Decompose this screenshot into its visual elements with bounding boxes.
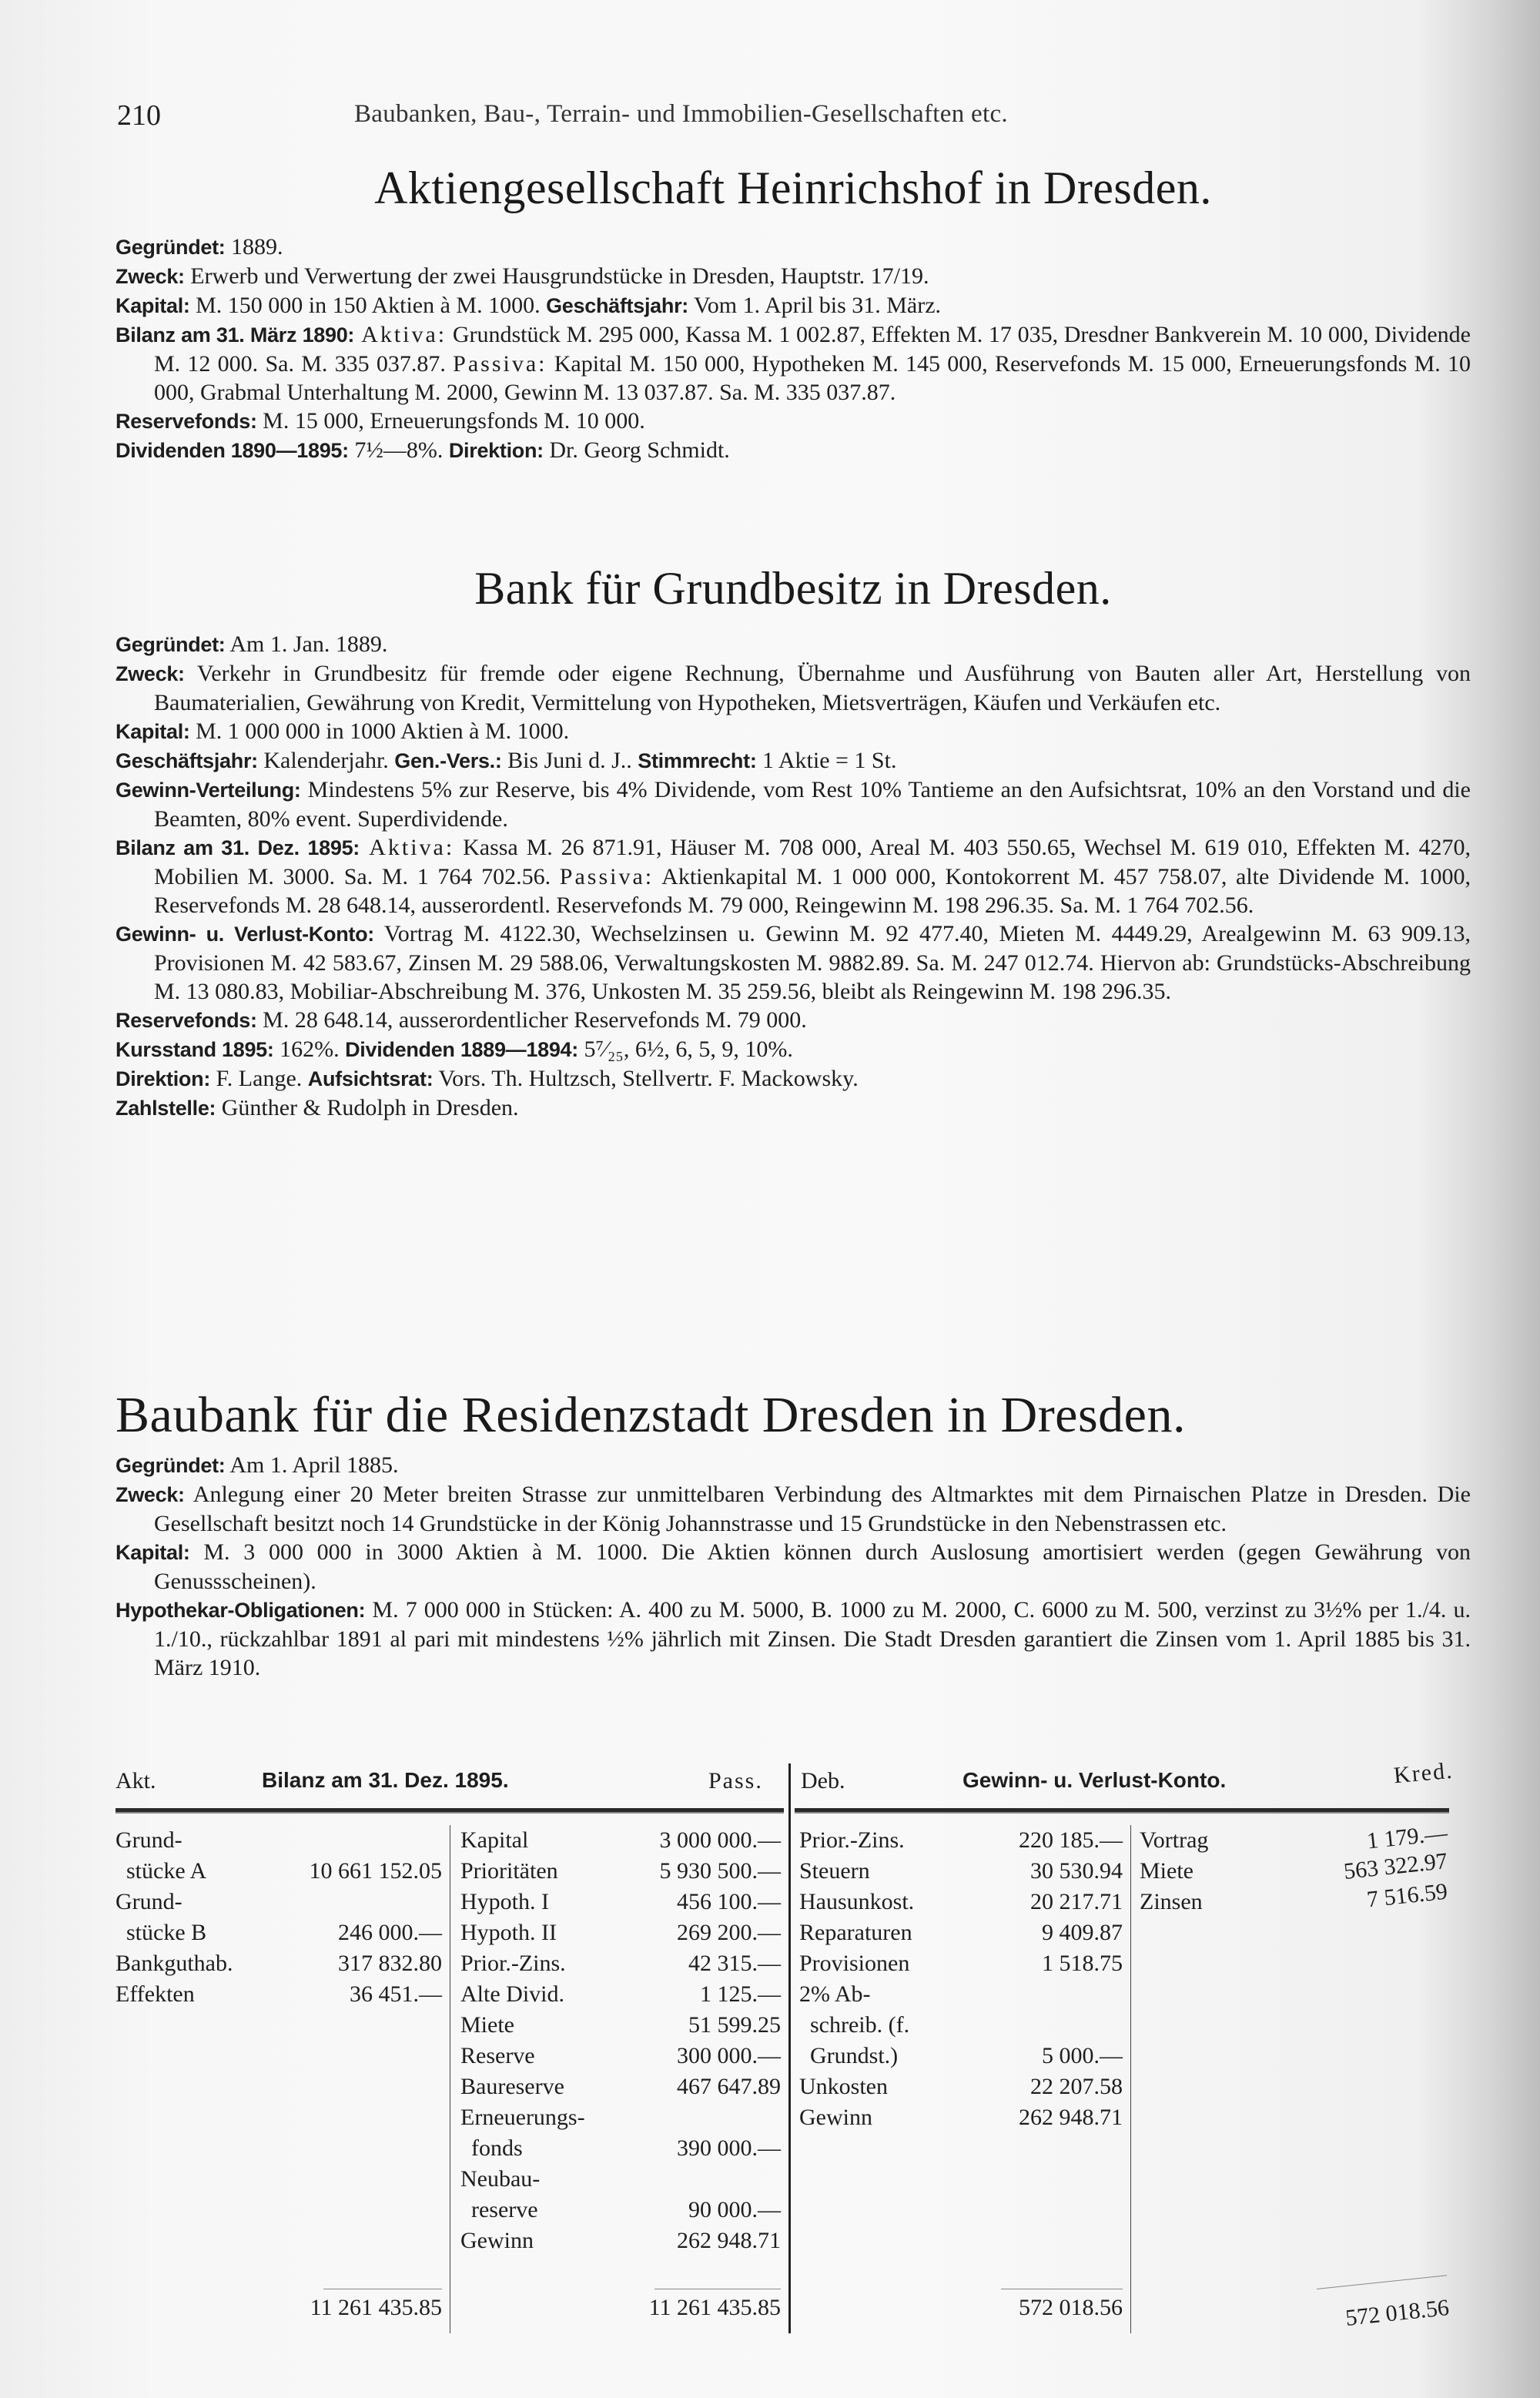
entry-text: M. 15 000, Erneuerungsfonds M. 10 000. [256,408,645,434]
row-label: Steuern [799,1858,870,1884]
row-label: Hausunkost. [799,1889,915,1914]
entry-zweck [116,659,1471,717]
section-title-heinrichshof: Aktiengesellschaft Heinrichshof in Dresden. [374,162,1212,213]
passiva-row [460,2071,781,2102]
entry-direktion [116,1064,1471,1094]
entry-key: Geschäftsjahr: [116,749,258,772]
section-title-bank-fuer-grundbesitz: Bank für Grundbesitz in Dresden. [474,563,1112,614]
entry-text: Erwerb und Verwertung der zwei Hausgrundstücke in Dresden, Hauptstr. 17/19. [184,263,929,289]
entry-text: Bis Juni d. J.. [501,748,638,773]
row-label: Provisionen [799,1951,910,1976]
table-rule-right [795,1808,1449,1814]
entry-text: Vors. Th. Hultzsch, Stellvertr. F. Mackowsky. [433,1066,859,1091]
aktiva-header: Akt. [116,1768,156,1793]
aktiva-row [116,1856,442,1887]
entry-key: Reservefonds: [116,410,257,433]
entry-key: Bilanz am 31. März 1890: [116,323,355,347]
entry-text: 1 Aktie = 1 St. [756,748,897,773]
row-value: 467 647.89 [677,2074,781,2099]
debit-row [799,2071,1123,2102]
entry-gegruendet [116,233,1471,262]
row-label: stücke B [126,1920,207,1945]
row-value: 5 000.— [1042,2043,1123,2068]
entry-key: Zahlstelle: [116,1097,216,1120]
passiva-row [460,1979,781,2010]
aktiva-label: Aktiva: [354,322,447,347]
row-value: 262 948.71 [677,2228,781,2253]
entry-key: Gegründet: [116,236,226,259]
row-value: 30 530.94 [1030,1858,1123,1884]
debit-header: Deb. [801,1768,845,1793]
aktiva-row [116,1887,442,1917]
entry-text: Kassa M. 26 871.91, Häuser M. 708 000, Areal M. 403 550.65, Wechsel M. 619 010, Effekten M. 4270, Mobilien M. 3000. Sa. M. 1 764 702.56. [154,835,1471,889]
entry-key: Kapital: [116,294,190,317]
credit-column [1140,1820,1449,1917]
entry-key: Dividenden 1890—1895: [116,439,349,462]
entry-key: Gegründet: [116,1454,226,1477]
row-label: Neubau- [460,2166,541,2192]
row-label: Hypoth. II [460,1920,557,1945]
tables-header [116,1757,1471,1802]
row-value: 1 125.— [700,1981,781,2007]
passiva-row [460,2041,781,2071]
row-value: 90 000.— [688,2197,781,2222]
pl-table-title: Gewinn- u. Verlust-Konto. [962,1768,1227,1792]
entry-key: Gegründet: [116,633,226,656]
row-label: Baureserve [460,2074,564,2099]
row-value: 563 322.97 [1342,1848,1449,1884]
debit-row [799,1825,1123,1856]
credit-total [1141,2295,1451,2331]
passiva-row [460,1917,781,1948]
row-value: 246 000.— [338,1920,442,1945]
entry-text: Kalenderjahr. [257,748,395,773]
entry-key: Direktion: [448,439,544,462]
row-label: Zinsen [1140,1889,1203,1914]
entry-kapital [116,717,1471,746]
aktiva-total-value: 11 261 435.85 [310,2295,442,2320]
financial-tables [116,1757,1471,2349]
entry-text: M. 1 000 000 in 1000 Aktien à M. 1000. [189,718,570,744]
entry-gewinn-verteilung [116,775,1471,833]
credit-row [1140,1878,1449,1917]
passiva-row [460,2010,781,2041]
passiva-row [460,1948,781,1979]
row-label: Grund- [116,1827,182,1853]
row-value: 20 217.71 [1030,1889,1123,1914]
aktiva-row [116,1948,442,1979]
entry-text: F. Lange. [210,1066,308,1091]
entry-zweck [116,262,1471,291]
entry-key: Stimmrecht: [638,749,757,772]
entry-zahlstelle [116,1094,1471,1123]
entry-text: 7½—8%. [348,437,449,463]
aktiva-row [116,1979,442,2010]
entry-text: Am 1. Jan. 1889. [225,631,388,657]
row-value: 22 207.58 [1030,2074,1123,2099]
entry-text: Mindestens 5% zur Reserve, bis 4% Dividende, vom Rest 10% Tantieme an den Aufsichtsrat, 10% an den Vorstand und die Beamten, 80% event. Superdividende. [154,777,1471,832]
table-rule-left [116,1808,784,1814]
row-label: reserve [471,2197,538,2222]
entry-key: Zweck: [116,265,185,288]
entry-key: Kapital: [116,720,190,743]
debit-row [799,1979,1123,2010]
row-label: Reparaturen [799,1920,912,1945]
entry-text: Am 1. April 1885. [225,1452,399,1478]
passiva-row [460,1887,781,1917]
row-label: Gewinn [460,2228,534,2253]
row-label: Effekten [116,1981,195,2007]
row-value: 5 930 500.— [659,1858,781,1884]
section-body-baubank-residenzstadt [116,1451,1471,1682]
entry-key: Zweck: [116,1483,185,1506]
row-label: Grund- [116,1889,182,1914]
entry-key: Hypothekar-Obligationen: [116,1599,366,1622]
debit-row [799,1856,1123,1887]
entry-text: Vom 1. April bis 31. März. [688,293,942,318]
row-label: Prior.-Zins. [799,1827,905,1853]
aktiva-row [116,1917,442,1948]
row-label: Gewinn [799,2105,872,2130]
row-label: Hypoth. I [460,1889,549,1914]
aktiva-label: Aktiva: [359,835,455,860]
entry-text: Grundstück M. 295 000, Kassa M. 1 002.87, Effekten M. 17 035, Dresdner Bankverein M. 10 000, Dividende M. 12 000. Sa. M. 335 037.87. [154,322,1471,377]
entry-text: Aktienkapital M. 1 000 000, Kontokorrent M. 457 758.07, alte Dividende M. 1000, Reservefonds M. 28 648.14, ausserordentl. Reservefonds M. 79 000, Reingewinn M. 198 296.35. Sa. M. 1 764 702.56. [154,864,1471,918]
entry-key: Dividenden 1889—1894: [345,1038,578,1061]
row-label: 2% Ab- [799,1981,871,2007]
entry-text: M. 28 648.14, ausserordentlicher Reservefonds M. 79 000. [256,1007,807,1033]
section-title-baubank-residenzstadt: Baubank für die Residenzstadt Dresden in Dresden. [116,1387,1186,1443]
row-label: Prior.-Zins. [460,1951,566,1976]
debit-row [799,2010,1123,2041]
row-value: 1 518.75 [1042,1951,1123,1976]
row-label: Reserve [460,2043,535,2068]
row-label: Miete [460,2012,514,2038]
entry-text: Dr. Georg Schmidt. [543,437,730,463]
row-value: 7 516.59 [1365,1878,1449,1913]
row-label: Miete [1140,1858,1194,1884]
debit-total-value: 572 018.56 [1019,2295,1123,2320]
entry-text: 1889. [225,234,283,260]
row-value: 51 599.25 [688,2012,781,2038]
entry-text: M. 150 000 in 150 Aktien à M. 1000. [189,293,547,318]
debit-row [799,1887,1123,1917]
passiva-label: Passiva: [559,864,654,889]
entry-key: Gewinn- u. Verlust-Konto: [116,923,374,946]
entry-text: 162%. [273,1037,346,1062]
passiva-column [460,1825,781,2256]
entry-gewinn-verlust [116,919,1471,1006]
entry-key: Bilanz am 31. Dez. 1895: [116,836,360,859]
passiva-row [460,1825,781,1856]
passiva-label: Passiva: [453,351,547,377]
row-value: 269 200.— [677,1920,781,1945]
passiva-row [460,2164,781,2195]
entry-kapital [116,1538,1471,1596]
debit-column [799,1825,1123,2133]
row-label: Erneuerungs- [460,2105,585,2130]
row-value: 10 661 152.05 [309,1858,442,1884]
row-value: 220 185.— [1019,1827,1123,1853]
debit-row [799,1917,1123,1948]
row-value: 300 000.— [677,2043,781,2068]
entry-key: Direktion: [116,1067,211,1090]
row-value: 36 451.— [350,1981,442,2007]
row-value: 3 000 000.— [659,1827,781,1853]
page-number: 210 [117,99,161,132]
section-body-bank-fuer-grundbesitz [116,630,1471,1123]
entry-kursstand [116,1035,1471,1064]
entry-zweck [116,1480,1471,1538]
section-body-heinrichshof [116,233,1471,465]
row-label: Kapital [460,1827,529,1853]
balance-table-title: Bilanz am 31. Dez. 1895. [262,1768,509,1792]
entry-geschaeftsjahr [116,746,1471,775]
entry-kapital [116,291,1471,320]
entry-gegruendet [116,1451,1471,1480]
entry-text: 5⁷⁄₂₅, 6½, 6, 5, 9, 10%. [578,1037,793,1062]
row-value: 262 948.71 [1019,2105,1123,2130]
row-value: 42 315.— [688,1951,781,1976]
entry-bilanz [116,320,1471,407]
row-value: 1 179.— [1365,1820,1449,1854]
entry-text: Günther & Rudolph in Dresden. [216,1095,519,1120]
debit-row [799,2102,1123,2133]
passiva-total-value: 11 261 435.85 [648,2295,781,2320]
row-label: Prioritäten [460,1858,558,1884]
row-label: Unkosten [799,2074,888,2099]
running-header [116,99,1471,137]
entry-key: Geschäftsjahr: [546,294,688,317]
entry-reservefonds [116,407,1471,436]
row-value: 456 100.— [677,1889,781,1914]
aktiva-row [116,1825,442,1856]
entry-bilanz [116,833,1471,919]
entry-reservefonds [116,1006,1471,1035]
entry-key: Zweck: [116,662,185,685]
entry-key: Gen.-Vers.: [394,749,502,772]
entry-text: Anlegung einer 20 Meter breiten Strasse zur unmittelbaren Verbindung des Altmarktes mit dem Pirnaischen Platze in Dresden. Die Gesellschaft besitzt noch 14 Grundstücke in der König Johannstrasse und 15 Grundstücke in den Nebenstrassen etc. [154,1482,1471,1536]
entry-text: M. 3 000 000 in 3000 Aktien à M. 1000. Die Aktien können durch Auslosung amortisiert werden (gegen Gewährung von Genussscheinen). [154,1539,1471,1594]
credit-total-value: 572 018.56 [1344,2295,1451,2331]
passiva-row [460,2226,781,2256]
credit-sum-rule [1317,2275,1447,2289]
passiva-row [460,2195,781,2226]
entry-key: Kursstand 1895: [116,1038,274,1061]
passiva-row [460,2102,781,2133]
row-label: fonds [471,2135,523,2161]
table-divider [788,1763,791,2333]
entry-key: Kapital: [116,1541,190,1564]
passiva-row [460,2133,781,2164]
row-label: Vortrag [1140,1827,1209,1853]
passiva-header: Pass. [708,1768,763,1793]
passiva-row [460,1856,781,1887]
entry-dividenden [116,436,1471,465]
entry-text: Vortrag M. 4122.30, Wechselzinsen u. Gewinn M. 92 477.40, Mieten M. 4449.29, Arealgewinn M. 63 909.13, Provisionen M. 42 583.67, Zinsen M. 29 588.06, Verwaltungskosten M. 9882.89. Sa. M. 247 012.74. Hiervon ab: Grundstücks-Abschreibung M. 13 080.83, Mobiliar-Abschreibung M. 376, Unkosten M. 35 259.56, bleibt als Reingewinn M. 198 296.35. [154,921,1471,1004]
row-value: 9 409.87 [1042,1920,1123,1945]
entry-key: Reservefonds: [116,1009,257,1032]
debit-row [799,1948,1123,1979]
row-label: stücke A [126,1858,207,1884]
entry-hypothekar-obligationen [116,1596,1471,1682]
entry-key: Gewinn-Verteilung: [116,779,301,802]
entry-text: Verkehr in Grundbesitz für fremde oder eigene Rechnung, Übernahme und Ausführung von Bauten aller Art, Herstellung von Baumaterialien, Gewährung von Kredit, Vermittelung von Hypotheken, Mietsverträgen, Käufen und Verkäufen etc. [154,661,1471,715]
entry-text: M. 7 000 000 in Stücken: A. 400 zu M. 5000, B. 1000 zu M. 2000, C. 6000 zu M. 500, verzinst zu 3½% per 1./4. u. 1./10., rückzahlbar 1891 al pari mit mindestens ½% jährlich mit Zinsen. Die Stadt Dresden garantiert die Zinsen vom 1. April 1885 bis 31. März 1910. [154,1597,1471,1680]
row-label: Alte Divid. [460,1981,564,2007]
row-label: schreib. (f. [810,2012,910,2038]
row-label: Grundst.) [810,2043,899,2068]
row-label: Bankguthab. [116,1951,233,1976]
row-value: 317 832.80 [338,1951,442,1976]
entry-gegruendet [116,630,1471,659]
row-value: 390 000.— [677,2135,781,2161]
running-title: Baubanken, Bau-, Terrain- und Immobilien-Gesellschaften etc. [354,100,1008,128]
entry-key: Aufsichtsrat: [307,1067,434,1090]
credit-header: Kred. [1392,1757,1455,1789]
aktiva-column [116,1825,442,2010]
pl-column-divider [1130,1825,1131,2333]
debit-row [799,2041,1123,2071]
entry-text: Kapital M. 150 000, Hypotheken M. 145 000, Reservefonds M. 15 000, Erneuerungsfonds M. 10 000, Grabmal Unterhaltung M. 2000, Gewinn M. 13 037.87. Sa. M. 335 037.87. [154,351,1471,405]
